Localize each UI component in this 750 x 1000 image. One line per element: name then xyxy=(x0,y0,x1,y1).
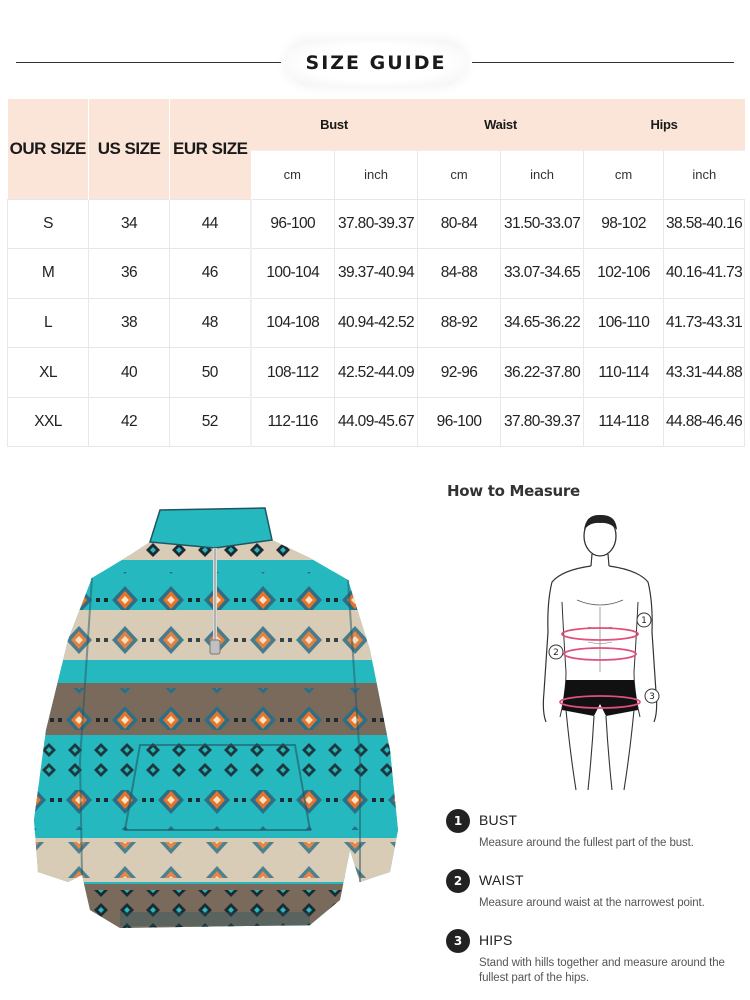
cell-waist-inch: 36.22-37.80 xyxy=(501,348,584,398)
header-waist-cm: cm xyxy=(418,150,501,199)
table-row xyxy=(8,249,745,299)
cell-hips-inch: 43.31-44.88 xyxy=(664,348,745,398)
cell-our-size: XXL xyxy=(8,397,89,447)
measure-description: Stand with hills together and measure around the fullest part of the hips. xyxy=(479,957,725,984)
cell-us-size: 42 xyxy=(89,397,170,447)
measure-description: Measure around the fullest part of the bust. xyxy=(479,837,694,849)
cell-hips-cm: 106-110 xyxy=(584,298,664,348)
cell-hips-inch: 41.73-43.31 xyxy=(664,298,745,348)
cell-bust-inch: 37.80-39.37 xyxy=(335,199,418,249)
number-badge: 1 xyxy=(446,809,470,833)
header-hips-inch: inch xyxy=(664,150,745,199)
title-pill xyxy=(286,40,466,86)
measure-label: HIPS xyxy=(479,932,513,948)
cell-bust-cm: 112-116 xyxy=(251,397,335,447)
header-bust: Bust xyxy=(251,99,418,150)
header-eur-size: EUR SIZE xyxy=(170,99,251,199)
header-our-size: OUR SIZE xyxy=(8,99,89,199)
measure-label: WAIST xyxy=(479,872,524,888)
cell-waist-inch: 31.50-33.07 xyxy=(501,199,584,249)
cell-us-size: 34 xyxy=(89,199,170,249)
cell-eur-size: 50 xyxy=(170,348,251,398)
cell-eur-size: 44 xyxy=(170,199,251,249)
number-badge: 3 xyxy=(446,929,470,953)
cell-bust-inch: 40.94-42.52 xyxy=(335,298,418,348)
table-row xyxy=(8,199,745,249)
table-row xyxy=(8,397,745,447)
cell-us-size: 38 xyxy=(89,298,170,348)
cell-waist-inch: 37.80-39.37 xyxy=(501,397,584,447)
cell-eur-size: 52 xyxy=(170,397,251,447)
cell-waist-cm: 88-92 xyxy=(418,298,501,348)
cell-hips-cm: 110-114 xyxy=(584,348,664,398)
cell-hips-inch: 44.88-46.46 xyxy=(664,397,745,447)
cell-hips-cm: 102-106 xyxy=(584,249,664,299)
measure-description: Measure around waist at the narrowest point. xyxy=(479,897,705,909)
marker-2-label: 2 xyxy=(553,648,559,658)
cell-bust-inch: 39.37-40.94 xyxy=(335,249,418,299)
cell-our-size: M xyxy=(8,249,89,299)
header-bust-inch: inch xyxy=(335,150,418,199)
title-row xyxy=(0,40,750,86)
header-hips: Hips xyxy=(584,99,745,150)
cell-us-size: 40 xyxy=(89,348,170,398)
how-to-measure-title: How to Measure xyxy=(447,482,580,500)
cell-waist-cm: 84-88 xyxy=(418,249,501,299)
cell-waist-inch: 33.07-34.65 xyxy=(501,249,584,299)
marker-3-label: 3 xyxy=(649,692,655,702)
cell-eur-size: 46 xyxy=(170,249,251,299)
size-chart-table xyxy=(7,99,745,447)
header-waist-inch: inch xyxy=(501,150,584,199)
cell-hips-inch: 38.58-40.16 xyxy=(664,199,745,249)
cell-bust-inch: 42.52-44.09 xyxy=(335,348,418,398)
cell-waist-inch: 34.65-36.22 xyxy=(501,298,584,348)
hoodie-product-image xyxy=(10,500,410,940)
cell-our-size: XL xyxy=(8,348,89,398)
cell-hips-inch: 40.16-41.73 xyxy=(664,249,745,299)
table-row xyxy=(8,348,745,398)
header-waist: Waist xyxy=(418,99,584,150)
cell-bust-cm: 96-100 xyxy=(251,199,335,249)
cell-bust-cm: 100-104 xyxy=(251,249,335,299)
cell-us-size: 36 xyxy=(89,249,170,299)
cell-bust-cm: 104-108 xyxy=(251,298,335,348)
title-divider-left xyxy=(16,62,281,63)
cell-waist-cm: 96-100 xyxy=(418,397,501,447)
cell-bust-inch: 44.09-45.67 xyxy=(335,397,418,447)
body-measurement-diagram xyxy=(522,512,672,792)
measure-label: BUST xyxy=(479,812,518,828)
header-hips-cm: cm xyxy=(584,150,664,199)
page-title: SIZE GUIDE xyxy=(305,52,447,74)
number-badge: 2 xyxy=(446,869,470,893)
table-row xyxy=(8,298,745,348)
marker-1-label: 1 xyxy=(641,616,647,626)
header-bust-cm: cm xyxy=(251,150,335,199)
cell-bust-cm: 108-112 xyxy=(251,348,335,398)
cell-our-size: S xyxy=(8,199,89,249)
cell-waist-cm: 92-96 xyxy=(418,348,501,398)
cell-eur-size: 48 xyxy=(170,298,251,348)
header-us-size: US SIZE xyxy=(89,99,170,199)
cell-hips-cm: 114-118 xyxy=(584,397,664,447)
cell-our-size: L xyxy=(8,298,89,348)
cell-hips-cm: 98-102 xyxy=(584,199,664,249)
cell-waist-cm: 80-84 xyxy=(418,199,501,249)
title-divider-right xyxy=(472,62,734,63)
